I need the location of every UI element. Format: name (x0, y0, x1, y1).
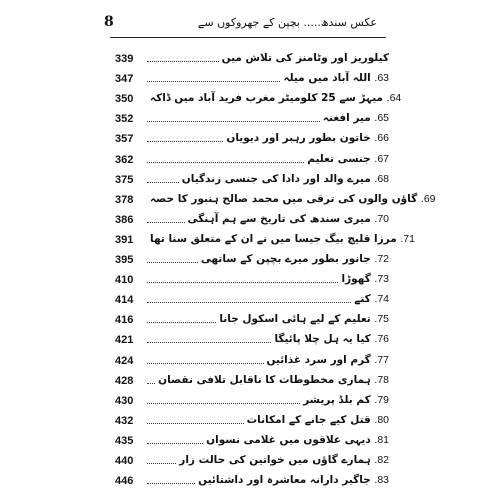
toc-page-number: 432 (115, 414, 134, 427)
toc-chapter-number: 79. (374, 393, 389, 406)
toc-chapter-number: 63. (374, 72, 389, 85)
toc-page-number: 428 (115, 374, 134, 387)
toc-entry (115, 247, 389, 267)
dot-leader (147, 121, 320, 122)
toc-entry (115, 428, 389, 448)
dot-leader (147, 403, 300, 404)
toc-title (307, 152, 389, 167)
toc-title (226, 131, 389, 146)
dot-leader (147, 463, 176, 464)
toc-title-text: میر افغنہ (322, 112, 371, 125)
toc-chapter-number: 70. (374, 212, 389, 225)
toc-title (150, 91, 401, 106)
toc-chapter-number: 65. (374, 112, 389, 125)
toc-entry (115, 368, 389, 388)
toc-title-text: جنسی تعلیم (307, 152, 371, 165)
toc-page-number: 410 (115, 274, 134, 287)
toc-title (201, 252, 389, 267)
toc-entry (115, 287, 389, 307)
toc-chapter-number: 83. (374, 474, 389, 487)
toc-title (267, 353, 390, 368)
toc-title-text: ہماری مخطوطات کا ناقابل تلافی نقصان (158, 373, 371, 386)
toc-chapter-number: 69. (420, 192, 436, 205)
toc-title (303, 393, 389, 408)
dot-leader (147, 162, 304, 163)
toc-title (158, 373, 389, 388)
toc-title-text: کتے (354, 293, 371, 306)
toc-page-number: 391 (115, 233, 134, 246)
toc-entry (115, 167, 389, 187)
toc-chapter-number: 66. (374, 132, 389, 145)
toc-title-text: گاؤں والوں کی ترقی میں محمد صالح ہنبور کا حصہ (150, 192, 418, 205)
toc-title-text: جاگیر دارانہ معاشرہ اور داشتائیں (198, 474, 371, 487)
toc-title-text: جانور بطور میرے بچپن کے ساتھی (200, 253, 371, 266)
toc-title (222, 51, 389, 66)
toc-page-number: 446 (115, 475, 134, 488)
dot-leader (147, 182, 179, 183)
toc-entry (115, 146, 389, 166)
toc-page-number: 421 (115, 334, 134, 347)
running-title: عکس سندھ..... بچپن کے جھروکوں سے (197, 16, 377, 29)
toc-title-text: کیا یہ ہل چلا پائیگا (274, 333, 371, 346)
toc-entry (115, 468, 389, 488)
toc-title (354, 292, 389, 307)
header-rule (110, 37, 386, 38)
toc-page-number: 375 (115, 173, 134, 186)
toc-chapter-number: 64. (386, 92, 402, 105)
toc-title (323, 111, 389, 126)
toc-entry (115, 307, 389, 327)
toc-page-number: 416 (115, 314, 134, 327)
page-number: 8 (104, 14, 114, 30)
toc-title (198, 473, 389, 488)
toc-chapter-number: 74. (374, 293, 389, 306)
toc-entry (115, 207, 389, 227)
dot-leader (147, 342, 271, 343)
toc-chapter-number: 73. (374, 273, 389, 286)
toc-entry (115, 106, 389, 126)
toc-title-text: میری سندھ کی تاریخ سے ہم آہنگی (187, 212, 371, 225)
toc-title-text: میرے والد اور دادا کی جنسی زندگیاں (181, 172, 371, 185)
toc-chapter-number: 82. (374, 453, 389, 466)
toc-entry (115, 126, 389, 146)
toc-title-text: گرم اور سرد غذائیں (266, 353, 371, 366)
toc-page-number: 339 (115, 53, 134, 66)
toc-entry (115, 388, 389, 408)
page-header (0, 14, 490, 34)
toc-title (274, 332, 389, 347)
toc-entry (115, 267, 389, 287)
toc-title-text: کیلوریز اور وٹامنز کی تلاش میں (221, 52, 389, 65)
toc-page-number: 350 (115, 93, 134, 106)
toc-title (247, 413, 389, 428)
toc-title (150, 192, 436, 207)
toc-title (283, 71, 389, 86)
toc-title-text: مرزا قلیچ بیگ جیسا میں نے ان کے متعلق سنا تھا (150, 232, 397, 245)
toc-title-text: میہڑ سے 25 کلومیٹر مغرب فرید آباد میں ڈاکہ (150, 92, 383, 105)
toc-title-text: تعلیم کے لیے ہائی اسکول جانا (219, 313, 371, 326)
toc-chapter-number: 78. (374, 373, 389, 386)
dot-leader (147, 141, 223, 142)
toc-chapter-number: 71. (400, 232, 415, 245)
toc-title-text: قتل کیے جانے کے امکانات (246, 413, 371, 426)
toc-entry (115, 187, 436, 207)
dot-leader (147, 282, 338, 283)
toc-page-number: 386 (115, 213, 134, 226)
toc-entry (115, 86, 402, 106)
toc-title (219, 312, 389, 327)
table-of-contents (115, 46, 436, 488)
toc-entry (115, 347, 389, 367)
toc-chapter-number: 67. (374, 152, 389, 165)
dot-leader (147, 483, 195, 484)
toc-title (341, 272, 389, 287)
dot-leader (147, 262, 198, 263)
toc-page-number: 347 (115, 73, 134, 86)
toc-title-text: ہمارے گاؤں میں خواتین کی حالت زار (179, 453, 371, 466)
toc-chapter-number: 76. (374, 333, 389, 346)
toc-entry (115, 46, 389, 66)
toc-page-number: 378 (115, 193, 134, 206)
toc-page-number: 395 (115, 254, 134, 267)
toc-title-text: خاتون بطور رہبر اور دیویاں (226, 132, 371, 145)
toc-entry (115, 227, 415, 247)
dot-leader (147, 302, 351, 303)
toc-chapter-number: 68. (374, 172, 389, 185)
toc-title (182, 172, 389, 187)
toc-page-number: 435 (115, 434, 134, 447)
dot-leader (147, 423, 244, 424)
dot-leader (147, 322, 216, 323)
toc-title (179, 453, 389, 468)
toc-entry (115, 448, 389, 468)
toc-title-text: دیہی علاقوں میں غلامی نسواں (206, 433, 371, 446)
toc-title-text: گھوڑا (341, 273, 371, 286)
toc-page-number: 362 (115, 153, 134, 166)
dot-leader (147, 81, 280, 82)
toc-page-number: 440 (115, 454, 134, 467)
toc-chapter-number: 81. (374, 433, 389, 446)
toc-page-number: 424 (115, 354, 134, 367)
toc-entry (115, 408, 389, 428)
toc-page-number: 430 (115, 394, 134, 407)
toc-chapter-number: 75. (374, 313, 389, 326)
toc-title (206, 433, 389, 448)
toc-chapter-number: 77. (374, 353, 389, 366)
toc-chapter-number: 72. (374, 253, 389, 266)
dot-leader (147, 443, 203, 444)
toc-title (150, 232, 415, 247)
toc-title-text: اللہ آباد میں میلہ (283, 72, 371, 85)
toc-title-text: کم بلڈ پریشر (303, 393, 371, 406)
toc-entry (115, 327, 389, 347)
toc-entry (115, 66, 389, 86)
toc-page-number: 352 (115, 113, 134, 126)
dot-leader (147, 222, 185, 223)
dot-leader (147, 363, 264, 364)
dot-leader (147, 61, 219, 62)
toc-page-number: 357 (115, 133, 134, 146)
toc-chapter-number: 80. (374, 413, 389, 426)
toc-title (188, 212, 389, 227)
dot-leader (147, 383, 155, 384)
toc-page-number: 414 (115, 294, 134, 307)
